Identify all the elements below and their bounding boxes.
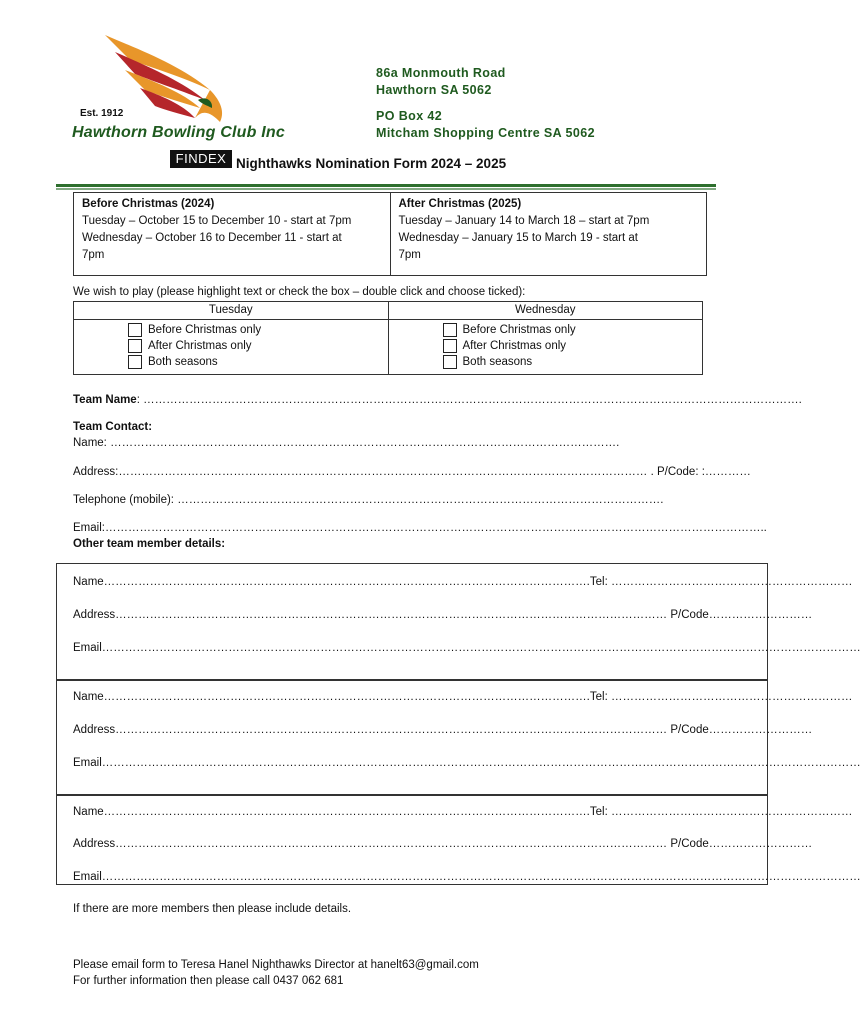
schedule-before-title: Before Christmas (2024) [82,198,215,210]
club-name: Hawthorn Bowling Club Inc [72,124,285,141]
wednesday-option-before[interactable] [443,322,703,338]
schedule-after-wednesday-time: 7pm [398,249,421,261]
member-email-field[interactable]: Email……………………………………………………………………………………………………………………………………………………………………………… [73,642,861,654]
tuesday-option-both[interactable] [128,354,388,370]
tuesday-header: Tuesday [74,302,388,320]
team-name-label: Team Name [73,394,137,406]
tuesday-option-after[interactable] [128,338,388,354]
member-email-field[interactable]: Email……………………………………………………………………………………………………………………………………………………………………………… [73,757,861,769]
schedule-before-wednesday-time: 7pm [82,249,105,261]
form-title: Nighthawks Nomination Form 2024 – 2025 [236,156,507,171]
tuesday-column [74,302,389,374]
checkbox[interactable] [128,339,142,353]
option-label: After Christmas only [462,340,567,352]
wednesday-option-both[interactable] [443,354,703,370]
wednesday-header: Wednesday [389,302,703,320]
tuesday-option-before[interactable] [128,322,388,338]
schedule-before-wednesday: Wednesday – October 16 to December 11 - start at [82,232,342,244]
play-selection-table [73,301,703,375]
team-name-field[interactable] [73,394,802,406]
email-instruction: Please email form to Teresa Hanel Nighthawks Director at hanelt63@gmail.com [73,959,479,971]
po-box: PO Box 42 [376,109,443,123]
contact-email-field[interactable]: Email:……………………………………………………………………………………………………………………………………………………….. [73,522,767,534]
checkbox[interactable] [128,355,142,369]
member-box-1 [56,563,861,680]
checkbox[interactable] [443,339,457,353]
member-address-field[interactable]: Address……………………………………………………………………………………………………………………………… P/Code……………………… [73,838,813,850]
member-address-field[interactable]: Address……………………………………………………………………………………………………………………………… P/Code……………………… [73,609,813,621]
sponsor-logo: FINDEX [170,150,232,168]
wednesday-option-after[interactable] [443,338,703,354]
member-name-field[interactable]: Name……………………………………………………………………………………………………………….Tel: ……………………………………………………… [73,806,853,818]
header-divider [56,184,716,187]
contact-telephone-field[interactable]: Telephone (mobile): ………………………………………………………………………………………………………………. [73,494,664,506]
schedule-after-christmas [391,193,707,275]
schedule-table [73,192,707,276]
option-label: After Christmas only [148,340,252,352]
more-members-note: If there are more members then please include details. [73,903,352,915]
header-divider-thin [56,188,716,190]
play-instruction: We wish to play (please highlight text or check the box – double click and choose ticked): [73,286,526,298]
member-box-3 [56,795,861,885]
schedule-after-wednesday: Wednesday – January 15 to March 19 - start at [398,232,638,244]
checkbox[interactable] [443,323,457,337]
wednesday-column [389,302,703,374]
street-address: 86a Monmouth Road [376,66,506,80]
member-name-field[interactable]: Name……………………………………………………………………………………………………………….Tel: ……………………………………………………… [73,691,853,703]
member-name-field[interactable]: Name……………………………………………………………………………………………………………….Tel: ……………………………………………………… [73,576,853,588]
established-year: Est. 1912 [80,108,124,119]
po-box-location: Mitcham Shopping Centre SA 5062 [376,126,595,140]
other-members-label: Other team member details: [73,538,226,550]
member-email-field[interactable]: Email……………………………………………………………………………………………………………………………………………………………………………… [73,871,861,883]
suburb-address: Hawthorn SA 5062 [376,83,492,97]
contact-name-field[interactable]: Name: ……………………………………………………………………………………………………………………. [73,437,620,449]
schedule-before-tuesday: Tuesday – October 15 to December 10 - start at 7pm [82,215,352,227]
option-label: Both seasons [462,356,533,368]
schedule-after-title: After Christmas (2025) [398,198,522,210]
schedule-before-christmas [74,193,391,275]
phone-instruction: For further information then please call 0437 062 681 [73,975,344,987]
schedule-after-tuesday: Tuesday – January 14 to March 18 – start at 7pm [398,215,650,227]
checkbox[interactable] [128,323,142,337]
member-box-2 [56,680,861,795]
contact-address-field[interactable]: Address:………………………………………………………………………………………………………………………… . P/Code: :………… [73,466,751,478]
checkbox[interactable] [443,355,457,369]
option-label: Before Christmas only [462,324,576,336]
team-contact-label: Team Contact: [73,421,153,433]
option-label: Before Christmas only [148,324,262,336]
team-name-dots: : ………………………………………………………………………………………………………………………………………………………. [136,394,802,406]
option-label: Both seasons [148,356,218,368]
member-address-field[interactable]: Address……………………………………………………………………………………………………………………………… P/Code……………………… [73,724,813,736]
